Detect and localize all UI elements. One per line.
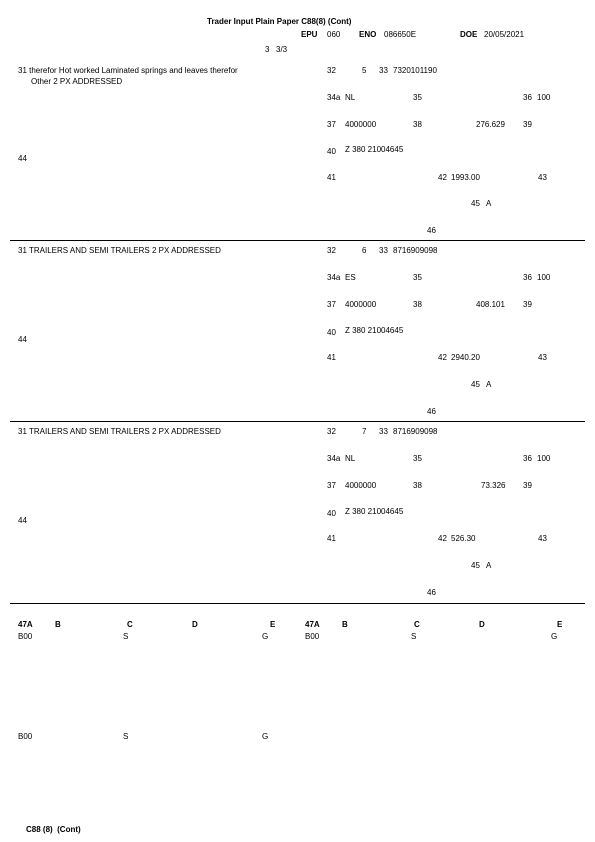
- box-37-label: 37: [327, 300, 336, 309]
- box-39-label: 39: [523, 120, 532, 129]
- item-description: 31 therefor Hot worked Laminated springs and leaves therefor: [18, 66, 238, 75]
- box-32-label: 32: [327, 246, 336, 255]
- box-33-label: 33: [379, 427, 388, 436]
- tax-type-code: B00: [305, 632, 320, 641]
- item-divider: [10, 421, 585, 422]
- procedure-code: 4000000: [345, 300, 377, 309]
- box-33-label: 33: [379, 246, 388, 255]
- box-42-label: 42: [438, 353, 447, 362]
- box-33-label: 33: [379, 66, 388, 75]
- box-35-label: 35: [413, 454, 422, 463]
- box-34a-label: 34a: [327, 273, 341, 282]
- tax-type-code: B00: [18, 632, 33, 641]
- box-44-label: 44: [18, 154, 27, 163]
- box-42-label: 42: [438, 534, 447, 543]
- box-46-label: 46: [427, 588, 436, 597]
- origin-country: NL: [345, 454, 356, 463]
- preference-code: 100: [537, 273, 551, 282]
- tax-header-b: B: [55, 620, 61, 629]
- item-number: 6: [362, 246, 367, 255]
- preference-code: 100: [537, 93, 551, 102]
- previous-document: Z 380 21004645: [345, 507, 404, 516]
- item-number: 5: [362, 66, 367, 75]
- item-description-line2: Other 2 PX ADDRESSED: [31, 77, 123, 86]
- item-divider: [10, 240, 585, 241]
- doe-value: 20/05/2021: [484, 30, 525, 39]
- box-40-label: 40: [327, 147, 336, 156]
- net-mass: 276.629: [476, 120, 505, 129]
- box-41-label: 41: [327, 534, 336, 543]
- preference-code: 100: [537, 454, 551, 463]
- tax-mop: G: [262, 732, 269, 741]
- item-description: 31 TRAILERS AND SEMI TRAILERS 2 PX ADDRESSED: [18, 427, 221, 436]
- box-37-label: 37: [327, 120, 336, 129]
- item-price: 526.30: [451, 534, 476, 543]
- box-34a-label: 34a: [327, 454, 341, 463]
- box-36-label: 36: [523, 273, 532, 282]
- box-36-label: 36: [523, 454, 532, 463]
- box-45-label: 45: [471, 561, 480, 570]
- box-45-label: 45: [471, 199, 480, 208]
- tax-header-d: D: [479, 620, 485, 629]
- box-32-label: 32: [327, 66, 336, 75]
- box-43-label: 43: [538, 173, 547, 182]
- net-mass: 408.101: [476, 300, 505, 309]
- tax-header-e: E: [557, 620, 563, 629]
- box-35-label: 35: [413, 93, 422, 102]
- tax-mop: G: [551, 632, 558, 641]
- epu-value: 060: [327, 30, 341, 39]
- commodity-code: 7320101190: [393, 66, 437, 75]
- box-44-label: 44: [18, 335, 27, 344]
- box-37-label: 37: [327, 481, 336, 490]
- tax-header-c: C: [127, 620, 133, 629]
- origin-country: ES: [345, 273, 356, 282]
- tax-method: S: [411, 632, 417, 641]
- tax-method: S: [123, 632, 129, 641]
- tax-header-d: D: [192, 620, 198, 629]
- eno-value: 086650E: [384, 30, 417, 39]
- document-title: Trader Input Plain Paper C88(8) (Cont): [207, 17, 352, 26]
- box-44-label: 44: [18, 516, 27, 525]
- box-32-label: 32: [327, 427, 336, 436]
- procedure-code: 4000000: [345, 481, 377, 490]
- item-price: 1993.00: [451, 173, 480, 182]
- item-divider: [10, 603, 585, 604]
- box-38-label: 38: [413, 120, 422, 129]
- epu-label: EPU: [301, 30, 318, 39]
- box-40-label: 40: [327, 328, 336, 337]
- page-number: 3: [265, 45, 270, 54]
- tax-header-c: C: [414, 620, 420, 629]
- box-38-label: 38: [413, 481, 422, 490]
- box-35-label: 35: [413, 273, 422, 282]
- page-of-total: 3/3: [276, 45, 288, 54]
- box-46-label: 46: [427, 226, 436, 235]
- commodity-code: 8716909098: [393, 427, 438, 436]
- net-mass: 73.326: [481, 481, 506, 490]
- item-price: 2940.20: [451, 353, 480, 362]
- tax-type-code: B00: [18, 732, 33, 741]
- box-45-value: A: [486, 561, 492, 570]
- previous-document: Z 380 21004645: [345, 145, 404, 154]
- tax-method: S: [123, 732, 129, 741]
- box-45-value: A: [486, 380, 492, 389]
- box-38-label: 38: [413, 300, 422, 309]
- form-footer: C88 (8) (Cont): [26, 825, 81, 834]
- box-42-label: 42: [438, 173, 447, 182]
- box-43-label: 43: [538, 353, 547, 362]
- box-41-label: 41: [327, 173, 336, 182]
- box-34a-label: 34a: [327, 93, 341, 102]
- tax-header-b: B: [342, 620, 348, 629]
- item-number: 7: [362, 427, 367, 436]
- procedure-code: 4000000: [345, 120, 377, 129]
- box-45-value: A: [486, 199, 492, 208]
- commodity-code: 8716909098: [393, 246, 438, 255]
- item-description: 31 TRAILERS AND SEMI TRAILERS 2 PX ADDRESSED: [18, 246, 221, 255]
- tax-header-e: E: [270, 620, 276, 629]
- tax-header-47a: 47A: [305, 620, 320, 629]
- box-40-label: 40: [327, 509, 336, 518]
- tax-mop: G: [262, 632, 269, 641]
- tax-header-47a: 47A: [18, 620, 33, 629]
- box-36-label: 36: [523, 93, 532, 102]
- box-39-label: 39: [523, 481, 532, 490]
- origin-country: NL: [345, 93, 356, 102]
- previous-document: Z 380 21004645: [345, 326, 404, 335]
- box-41-label: 41: [327, 353, 336, 362]
- box-46-label: 46: [427, 407, 436, 416]
- box-45-label: 45: [471, 380, 480, 389]
- eno-label: ENO: [359, 30, 377, 39]
- box-39-label: 39: [523, 300, 532, 309]
- doe-label: DOE: [460, 30, 478, 39]
- box-43-label: 43: [538, 534, 547, 543]
